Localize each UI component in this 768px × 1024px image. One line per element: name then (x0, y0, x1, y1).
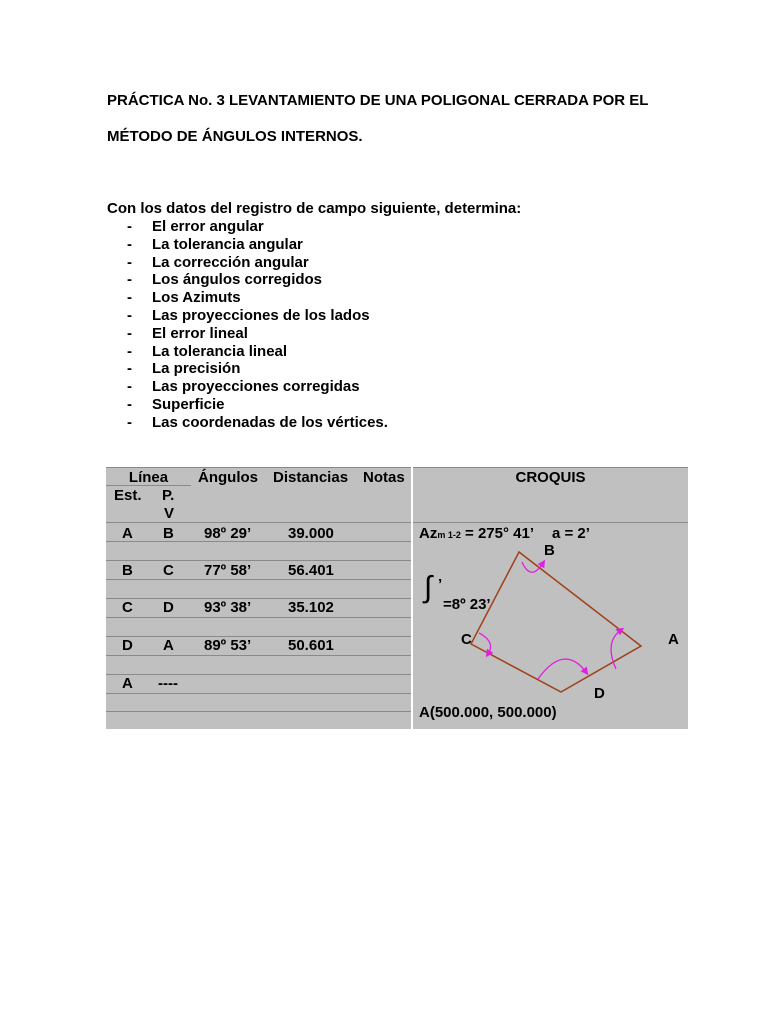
vertex-label-a: A (668, 631, 679, 648)
list-bullet: - (127, 324, 132, 342)
header-distancias: Distancias (273, 469, 349, 486)
traverse-polygon (471, 552, 641, 692)
task-label: Los ángulos corregidos (152, 271, 323, 289)
header-est: Est. (114, 487, 142, 504)
cell-angulo: 89º 53’ (204, 637, 252, 654)
task-label: La tolerancia lineal (152, 342, 288, 360)
azimuth-subscript: m 1-2 (437, 530, 461, 540)
cell-pv: ---- (158, 675, 178, 692)
list-item (127, 236, 388, 254)
header-angulos: Ángulos (198, 469, 258, 486)
a-value: a = 2’ (552, 525, 590, 542)
list-item (127, 218, 388, 236)
task-label: El error angular (152, 218, 264, 235)
list-bullet: - (127, 289, 132, 307)
cell-angulo: 93º 38’ (204, 599, 252, 616)
list-bullet: - (127, 378, 132, 396)
list-bullet: - (127, 271, 132, 289)
cell-pv: A (163, 637, 174, 654)
angle-arc-b (522, 562, 543, 572)
task-list (127, 218, 388, 432)
integral-mark: ’ (438, 576, 443, 593)
list-bullet: - (127, 395, 132, 413)
azimuth-prefix: Az (419, 525, 438, 542)
vertex-label-d: D (594, 685, 605, 702)
task-label: La precisión (152, 360, 241, 378)
vertex-label-c: C (461, 631, 472, 648)
list-item (127, 378, 388, 396)
list-item (127, 254, 388, 272)
task-label: Superficie (152, 395, 225, 413)
list-item (127, 414, 388, 432)
cell-distancia: 35.102 (288, 599, 334, 616)
list-item (127, 307, 388, 325)
list-bullet: - (127, 360, 132, 378)
cell-distancia: 50.601 (288, 637, 334, 654)
list-item (127, 343, 388, 361)
intro-text: Con los datos del registro de campo siguiente, determina: (107, 200, 522, 217)
cell-pv: C (163, 562, 174, 579)
cell-distancia: 56.401 (288, 562, 334, 579)
list-bullet: - (127, 306, 132, 324)
cell-pv: B (163, 525, 174, 542)
cell-est: A (122, 675, 133, 692)
list-item (127, 396, 388, 414)
declination-value: =8º 23’ (443, 596, 491, 613)
task-label: La tolerancia angular (152, 235, 303, 253)
cell-angulo: 77º 58’ (204, 562, 252, 579)
list-item (127, 289, 388, 307)
cell-angulo: 98º 29’ (204, 525, 252, 542)
list-bullet: - (127, 413, 132, 431)
header-pv-line2: V (164, 505, 175, 522)
title-line-1: PRÁCTICA No. 3 LEVANTAMIENTO DE UNA POLIGONAL CERRADA POR EL (107, 92, 649, 109)
task-label: El error lineal (152, 324, 248, 342)
task-label: Las coordenadas de los vértices. (152, 413, 388, 431)
task-label: Los Azimuts (152, 289, 241, 307)
list-item (127, 325, 388, 343)
integral-icon: ∫ (424, 571, 433, 604)
azimuth-value: = 275° 41’ (465, 525, 535, 542)
header-pv-line1: P. (162, 487, 175, 504)
list-bullet: - (127, 253, 132, 271)
header-linea: Línea (128, 469, 169, 486)
polygon-sketch (106, 467, 688, 729)
cell-pv: D (163, 599, 174, 616)
list-bullet: - (127, 218, 132, 235)
origin-coordinates: A(500.000, 500.000) (419, 704, 557, 721)
header-croquis: CROQUIS (515, 469, 586, 486)
task-label: Las proyecciones de los lados (152, 306, 370, 324)
list-item (127, 360, 388, 378)
task-label: Las proyecciones corregidas (152, 378, 360, 396)
task-label: La corrección angular (152, 253, 309, 271)
list-item (127, 271, 388, 289)
cell-est: A (122, 525, 133, 542)
angle-arc-d (538, 659, 586, 679)
cell-est: C (122, 599, 133, 616)
header-notas: Notas (363, 469, 405, 486)
list-bullet: - (127, 235, 132, 253)
cell-distancia: 39.000 (288, 525, 334, 542)
list-bullet: - (127, 342, 132, 360)
cell-est: D (122, 637, 133, 654)
title-line-2: MÉTODO DE ÁNGULOS INTERNOS. (107, 128, 363, 145)
field-register-table (106, 467, 688, 729)
cell-est: B (122, 562, 133, 579)
vertex-label-b: B (544, 542, 555, 559)
